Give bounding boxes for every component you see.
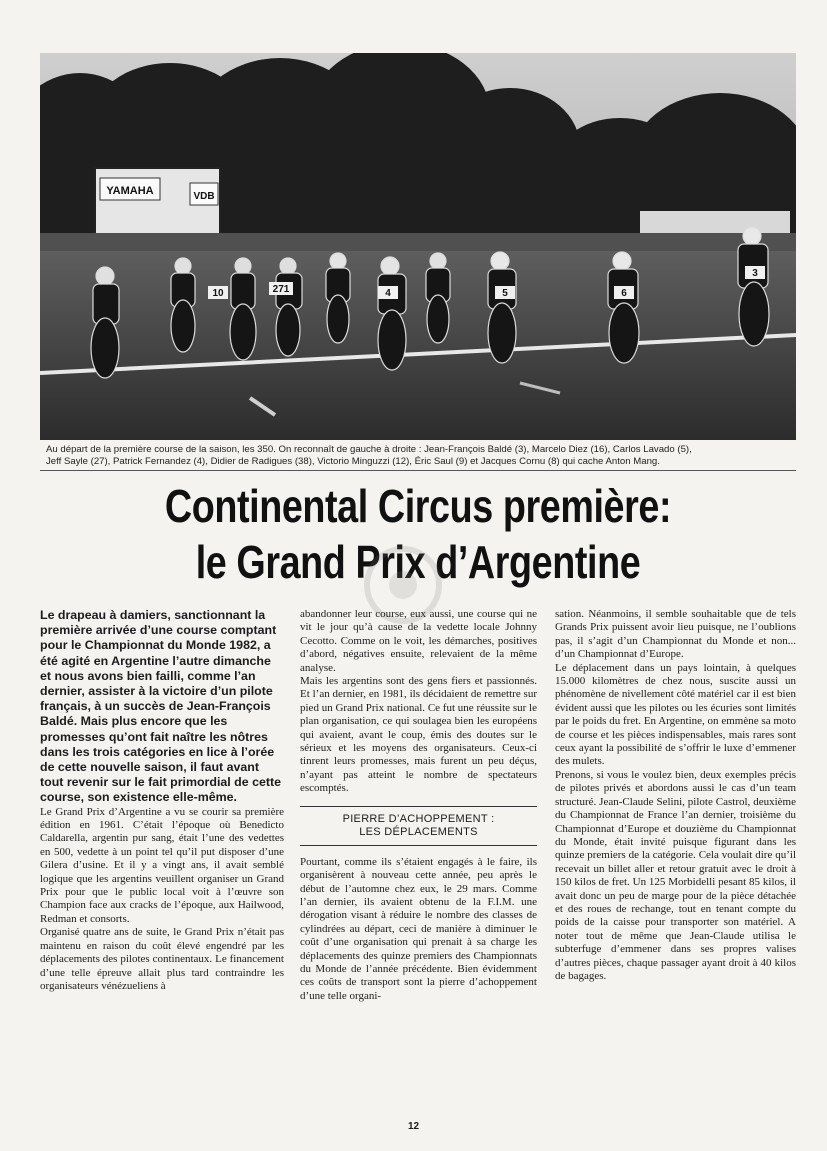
race-number-4: 5 xyxy=(502,288,508,299)
subheading-line: PIERRE D’ACHOPPEMENT : xyxy=(342,812,495,825)
subheading xyxy=(300,807,537,845)
body-paragraph: Le déplacement dans un pays lointain, à quelques 15.000 kilomètres de chez nous, suscite aussi un phénomène de nivellement côté matériel car il est bien évident aussi que les pilotes ou les écuries sont limités par le poids du fret. En Argentine, on emmène sa moto de course et les pièces indispensables, mais rares sont ceux ayant la possibilité de s’offrir le luxe d’emmener des mulets. xyxy=(555,661,796,768)
headline-line: le Grand Prix d’Argentine xyxy=(195,536,641,588)
race-start-illustration xyxy=(40,53,796,440)
vdb-sign: VDB xyxy=(193,191,215,202)
page-number: 12 xyxy=(407,1121,420,1132)
caption-line: Jeff Sayle (27), Patrick Fernandez (4), Didier de Radigues (38), Victorio Minguzzi (12), Éric Saul (9) et Jacques Cornu (8) qui cache Anton Mang. xyxy=(46,456,660,467)
race-number-1: 10 xyxy=(212,288,224,299)
body-paragraph: Le Grand Prix d’Argentine a vu se courir sa première édition en 1961. C’était l’époque où Benedicto Caldarella, argentin pur sang, était l’une des vedettes en 500, vedette à un point tel qu’il put disposer d’une Gilera d’usine. Et il y a vingt ans, il avait semblé logique que les argentins veuillent organiser un Grand Prix pour que le public local voit à l’œuvre son Champion face aux cracks de l’époque, aux Hailwood, Redman et consorts. xyxy=(40,805,284,925)
caption-divider xyxy=(40,470,796,471)
body-paragraph: abandonner leur course, eux aussi, une course qui ne vit le jour qu’à cause de la vedette locale Johnny Cecotto. Comme on le voit, les démarches, positives d’abord, négatives ensuite, relevaient de la même analyse. xyxy=(300,608,537,674)
race-number-2: 271 xyxy=(272,284,290,295)
body-paragraph: Mais les argentins sont des gens fiers et passionnés. Et l’an dernier, en 1981, ils décidaient de remettre sur pied un Grand Prix national. Ce fut une réussite sur le plan organisation, ce qui soulagea bien les européens qui avaient, avant le coup, émis des doutes sur le sérieux et les moyens des organisateurs. Ceux-ci tinrent leurs promesses, mais furent un peu déçus, n’ayant pas atteint le nombre de spectateurs escomptés. xyxy=(300,675,537,795)
race-number-3: 4 xyxy=(385,288,391,299)
photo-caption xyxy=(46,444,794,468)
body-paragraph: sation. Néanmoins, il semble souhaitable que de tels Grands Prix puissent avoir lieu puisque, ne l’oublions pas, il s’agit d’un Championnat du Monde et non... d’un Championnat d’Europe. xyxy=(555,608,796,661)
body-paragraph: Organisé quatre ans de suite, le Grand Prix n’était pas maintenu en raison du coût élevé engendré par les déplacements des pilotes continentaux. Le financement d’une telle épreuve allait plus tard contraindre les organisateurs vénézueliens à xyxy=(40,926,284,992)
body-paragraph: Prenons, si vous le voulez bien, deux exemples précis de pilotes privés et abordons aussi le cas d’un team structuré. Jean-Claude Selini, pilote Castrol, deuxième du Championnat de France l’an dernier, troisième du Championnat d’Europe et douzième du Championnat du Monde, était invité puisque figurant dans les quinze premiers de la catégorie. Cela voulait dire qu’il recevait un billet aller et retour gratuit avec le droit à 150 kilos de fret. Un 125 Morbidelli pesant 85 kilos, il avait donc un peu de marge pour de la pièce détachée et des roues de rechange, tout en tenant compte du poids de la caisse pour transporter son matériel. A noter tout de même que Jean-Claude utilisa le subterfuge d’emmener dans ses propres valises d’autres pièces, chaque passager ayant droit à 40 kilos de bagages. xyxy=(555,768,796,982)
column-1 xyxy=(40,608,284,993)
body-paragraph: Pourtant, comme ils s’étaient engagés à le faire, ils organisèrent à nouveau cette année, peu après le début de l’automne chez eux, le 29 mars. Comme l’an dernier, ils avaient obtenu de la F.I.M. une dérogation visant à réduire le nombre des classes de cylindrées au départ, ceci de manière à diminuer le coût d’une organisation qui prenait à sa charge les déplacements des quinze premiers des Championnats du Monde de l’année précédente. Bien évidemment ces coûts de transport sont la pierre d’achoppement d’une telle organi- xyxy=(300,855,537,1002)
column-2 xyxy=(300,608,537,1003)
headline-line: Continental Circus première: xyxy=(164,480,672,532)
column-3 xyxy=(555,608,796,983)
lead-paragraph: Le drapeau à damiers, sanctionnant la première arrivée d’une course comptant pour le Championnat du Monde 1982, a été agité en Argentine l’autre dimanche et nous avons bien failli, comme l’an dernier, assister à la victoire d’un pilote français, à un succès de Jean-François Baldé. Mais plus encore que les promesses qu’ont fait naître les nôtres dans les trois catégories en lice à l’orée de cette nouvelle saison, il faut avant tout revenir sur le fait primordial de cette course, son existence elle-même. xyxy=(40,608,281,805)
race-start-photo xyxy=(40,53,796,440)
yamaha-sign: YAMAHA xyxy=(106,185,154,197)
subhead-rule-bottom xyxy=(300,845,537,846)
subheading-line: LES DÉPLACEMENTS xyxy=(359,825,478,838)
race-number-5: 6 xyxy=(621,288,627,299)
caption-line: Au départ de la première course de la saison, les 350. On reconnaît de gauche à droite : Jean-François Baldé (3), Marcelo Diez (16), Carlos Lavado (5), xyxy=(46,444,692,455)
race-number-6: 3 xyxy=(752,268,758,279)
